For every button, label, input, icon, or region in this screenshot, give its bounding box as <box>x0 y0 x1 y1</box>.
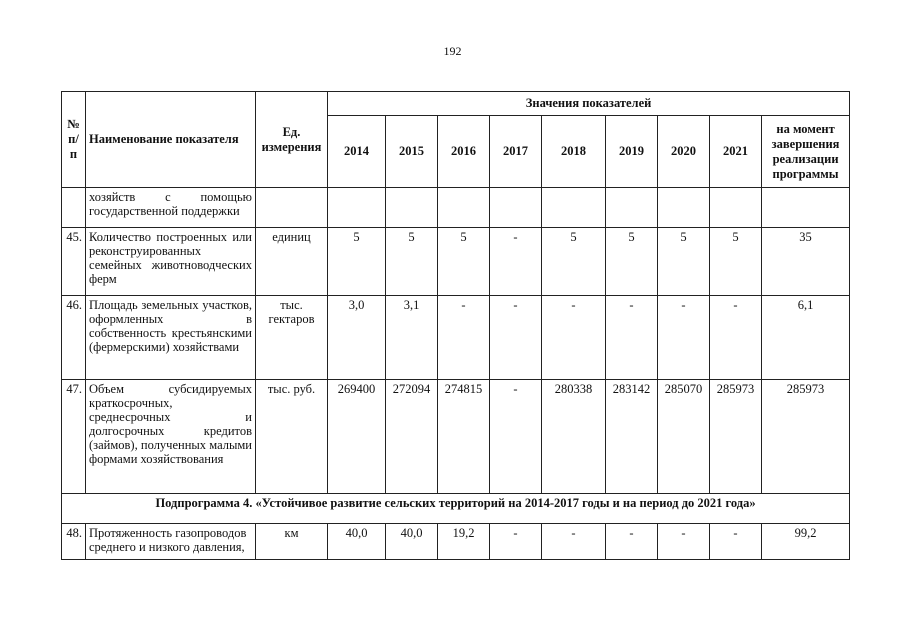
header-year: 2019 <box>606 116 658 188</box>
row-unit: км <box>256 524 328 560</box>
indicators-table <box>61 91 850 560</box>
header-year: 2016 <box>438 116 490 188</box>
row-final: 99,2 <box>762 524 850 560</box>
row-unit <box>256 188 328 228</box>
subprogram-title: Подпрограмма 4. «Устойчивое развитие сельских территорий на 2014-2017 годы и на период до 2021 года» <box>62 494 850 524</box>
table-row <box>62 524 850 560</box>
row-name: Количество построенных или реконструированных семейных животноводческих ферм <box>86 228 256 296</box>
header-year: 2014 <box>328 116 386 188</box>
header-year: 2021 <box>710 116 762 188</box>
row-value: 269400 <box>328 380 386 494</box>
row-value: 272094 <box>386 380 438 494</box>
header-year: 2020 <box>658 116 710 188</box>
row-value: 5 <box>606 228 658 296</box>
row-value <box>438 188 490 228</box>
row-value: 280338 <box>542 380 606 494</box>
row-value: - <box>710 524 762 560</box>
row-value: 5 <box>438 228 490 296</box>
row-value: 3,0 <box>328 296 386 380</box>
row-value: 3,1 <box>386 296 438 380</box>
row-value: - <box>490 524 542 560</box>
row-value: 5 <box>328 228 386 296</box>
row-value: 5 <box>658 228 710 296</box>
row-value: - <box>490 380 542 494</box>
row-value: 5 <box>542 228 606 296</box>
row-value <box>710 188 762 228</box>
header-num: № п/п <box>62 92 86 188</box>
table-row <box>62 380 850 494</box>
row-value <box>328 188 386 228</box>
row-num: 45. <box>62 228 86 296</box>
row-final: 35 <box>762 228 850 296</box>
row-value: - <box>542 296 606 380</box>
table-row <box>62 228 850 296</box>
row-value: - <box>606 524 658 560</box>
subprogram-row <box>62 494 850 524</box>
row-value: - <box>438 296 490 380</box>
row-value <box>606 188 658 228</box>
row-name: Протяженность газопроводов среднего и низкого давления, <box>86 524 256 560</box>
row-final: 6,1 <box>762 296 850 380</box>
row-name: Площадь земельных участков, оформленных в собственность крестьянскими (фермерскими) хозяйствами <box>86 296 256 380</box>
header-year: 2015 <box>386 116 438 188</box>
row-value <box>658 188 710 228</box>
row-unit: тыс. руб. <box>256 380 328 494</box>
row-unit: единиц <box>256 228 328 296</box>
table-row <box>62 188 850 228</box>
row-value: 5 <box>710 228 762 296</box>
row-name: Объем субсидируемых краткосрочных, среднесрочных и долгосрочных кредитов (займов), полученных малыми формами хозяйствования <box>86 380 256 494</box>
header-year: 2017 <box>490 116 542 188</box>
row-value <box>490 188 542 228</box>
row-final: 285973 <box>762 380 850 494</box>
table-row <box>62 296 850 380</box>
header-name: Наименование показателя <box>86 92 256 188</box>
header-unit: Ед. измерения <box>256 92 328 188</box>
row-value: 285973 <box>710 380 762 494</box>
row-value: 5 <box>386 228 438 296</box>
header-year: 2018 <box>542 116 606 188</box>
row-num <box>62 188 86 228</box>
row-value: - <box>658 296 710 380</box>
row-value: 19,2 <box>438 524 490 560</box>
row-value: - <box>542 524 606 560</box>
row-num: 48. <box>62 524 86 560</box>
row-unit: тыс. гектаров <box>256 296 328 380</box>
row-value: - <box>606 296 658 380</box>
row-final <box>762 188 850 228</box>
row-value: 274815 <box>438 380 490 494</box>
row-value: 40,0 <box>328 524 386 560</box>
row-value: 40,0 <box>386 524 438 560</box>
row-value <box>386 188 438 228</box>
row-value: 283142 <box>606 380 658 494</box>
row-value: 285070 <box>658 380 710 494</box>
row-num: 47. <box>62 380 86 494</box>
row-value: - <box>658 524 710 560</box>
row-value <box>542 188 606 228</box>
page-number: 192 <box>443 44 462 58</box>
header-final: на момент завершения реализации программы <box>762 116 850 188</box>
row-num: 46. <box>62 296 86 380</box>
header-values-group: Значения показателей <box>328 92 850 116</box>
row-name: хозяйств с помощью государственной поддержки <box>86 188 256 228</box>
row-value: - <box>710 296 762 380</box>
header-row-1 <box>62 92 850 116</box>
row-value: - <box>490 296 542 380</box>
row-value: - <box>490 228 542 296</box>
